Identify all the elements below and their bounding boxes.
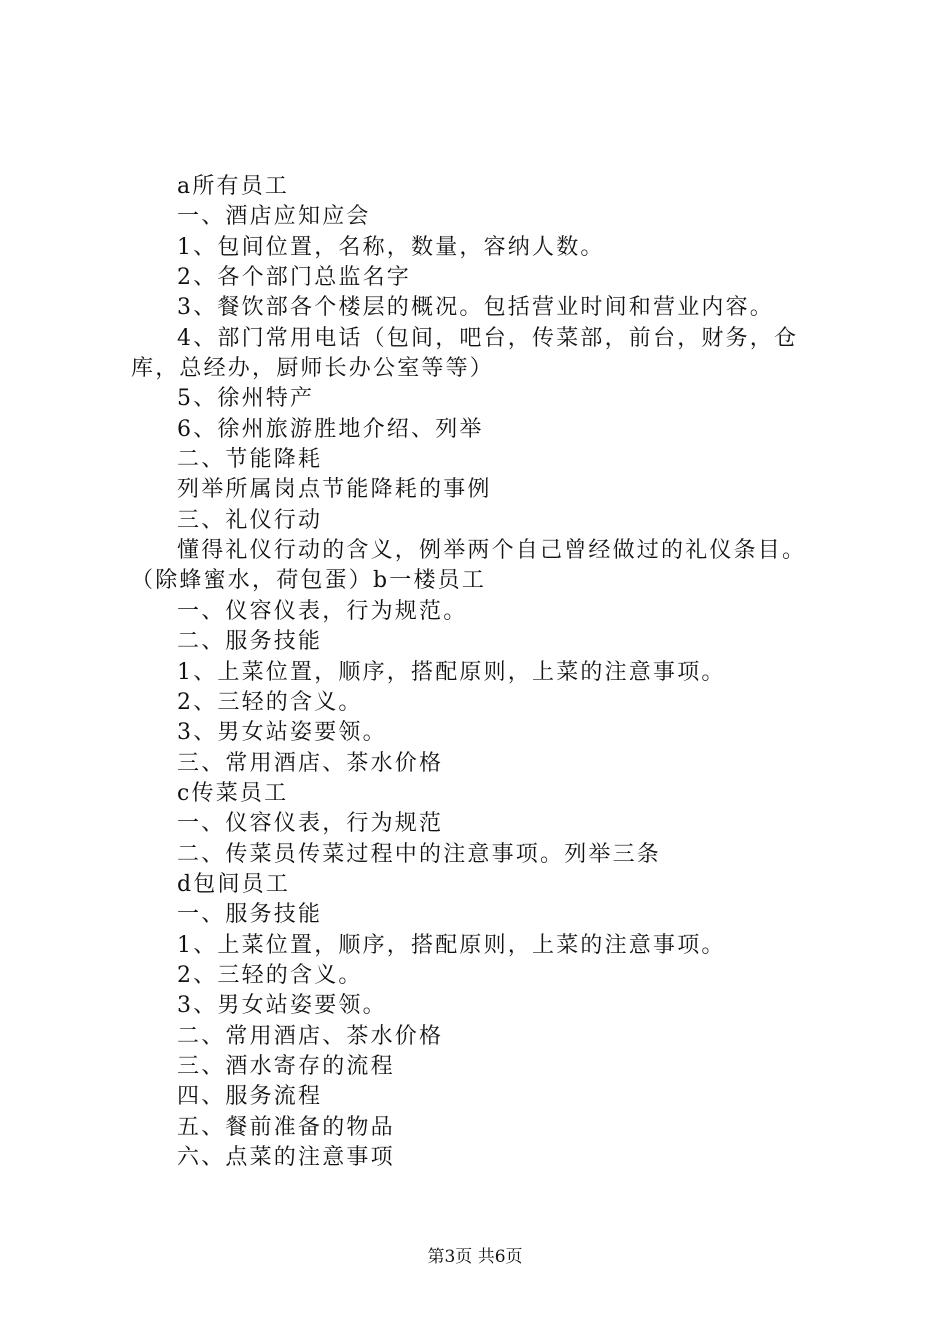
text-line: 3、男女站姿要领。	[177, 720, 387, 746]
text-line: a所有员工	[177, 174, 290, 199]
text-line: 3、男女站姿要领。	[177, 993, 387, 1019]
text-line: c传菜员工	[177, 780, 289, 806]
text-line: 三、礼仪行动	[177, 507, 323, 533]
text-line: 6、徐州旅游胜地介绍、列举	[177, 416, 484, 442]
text-line: 4、部门常用电话（包间，吧台，传菜部，前台，财务，仓	[177, 325, 799, 351]
text-line: 1、包间位置，名称，数量，容纳人数。	[177, 234, 605, 260]
page-footer: 第3页 共6页	[427, 1247, 523, 1267]
text-line: 一、服务技能	[177, 902, 323, 928]
text-line: 一、酒店应知应会	[177, 204, 371, 230]
document-body	[131, 172, 843, 1173]
text-line: 1、上菜位置，顺序，搭配原则，上菜的注意事项。	[177, 659, 726, 685]
text-line: 四、服务流程	[177, 1084, 323, 1110]
text-line: 一、仪容仪表，行为规范。	[177, 598, 468, 624]
text-line: 二、常用酒店、茶水价格	[177, 1023, 444, 1049]
text-line: d包间员工	[177, 871, 291, 897]
text-line: 二、服务技能	[177, 629, 323, 655]
text-line: 一、仪容仪表，行为规范	[177, 811, 444, 837]
text-line: 3、餐饮部各个楼层的概况。包括营业时间和营业内容。	[177, 295, 774, 321]
text-line: 三、常用酒店、茶水价格	[177, 750, 444, 776]
text-line: 二、传菜员传菜过程中的注意事项。列举三条	[177, 841, 662, 867]
text-line: 2、各个部门总监名字	[177, 265, 411, 291]
text-line: 五、餐前准备的物品	[177, 1114, 395, 1140]
text-line: 六、点菜的注意事项	[177, 1145, 395, 1170]
text-line: 2、三轻的含义。	[177, 962, 363, 988]
text-line: （除蜂蜜水，荷包蛋）b一楼员工	[131, 568, 487, 594]
text-line: 库，总经办，厨师长办公室等等）	[131, 356, 495, 382]
text-line: 5、徐州特产	[177, 386, 315, 412]
text-line: 二、节能降耗	[177, 447, 323, 473]
text-line: 2、三轻的含义。	[177, 689, 363, 715]
text-line: 懂得礼仪行动的含义，例举两个自己曾经做过的礼仪条目。	[177, 538, 807, 564]
text-line: 列举所属岗点节能降耗的事例	[177, 477, 492, 503]
text-line: 1、上菜位置，顺序，搭配原则，上菜的注意事项。	[177, 932, 726, 958]
text-line: 三、酒水寄存的流程	[177, 1053, 395, 1079]
